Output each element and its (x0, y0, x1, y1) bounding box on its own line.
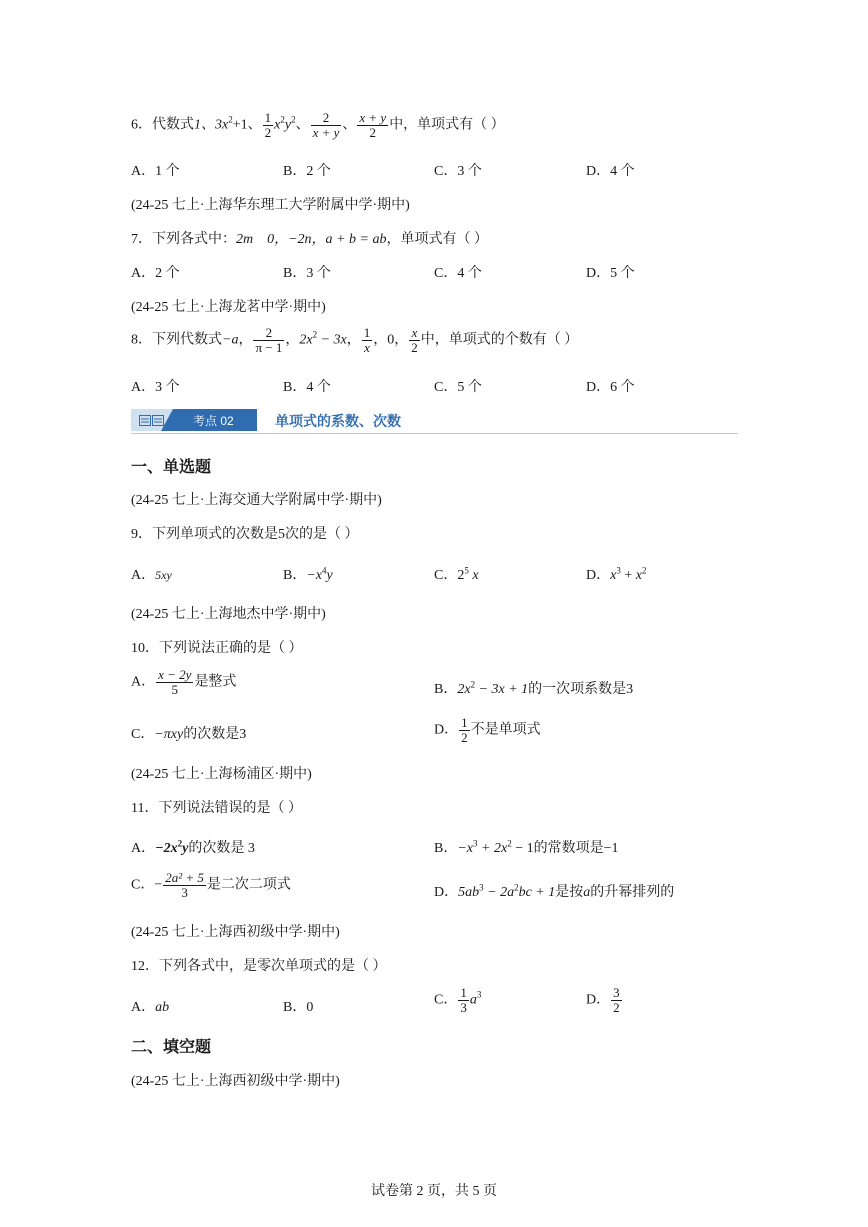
q10-option-a[interactable]: A． $\frac{x - 2y}{5}$ 是整式 (131, 667, 237, 697)
source-q8: (24-25 七上·上海龙茗中学·期中) (131, 300, 326, 315)
q7-option-d[interactable]: D．5 个 (586, 266, 635, 281)
q11-option-b[interactable]: B．$-x^3 + 2x^2 - 1$的常数项是−1 (434, 838, 619, 856)
q10-option-d[interactable]: D． $\frac{1}{2}$ 不是单项式 (434, 715, 541, 745)
source-q13: (24-25 七上·上海西初级中学·期中) (131, 1074, 340, 1089)
q8-e2: 2x (299, 332, 313, 348)
q8-option-c[interactable]: C．5 个 (434, 380, 482, 395)
source-q10: (24-25 七上·上海地杰中学·期中) (131, 607, 326, 622)
source-q9: (24-25 七上·上海交通大学附属中学·期中) (131, 493, 382, 508)
source-q7: (24-25 七上·上海华东理工大学附属中学·期中) (131, 198, 410, 213)
q8-stem: 8．下列代数式 (131, 332, 222, 348)
q12-option-a[interactable]: A．ab (131, 1000, 170, 1015)
question-6: 6．代数式1、$3x^2+1$、 $\frac{1}{2}$ $x^2y^2$、 $\frac{2}{x + y}$ 、 $\frac{x + y}{2}$ 中，单项式有（ ） (131, 110, 505, 140)
q11-option-c[interactable]: C．− $\frac{\text{2a² + 5}}{3}$ 是二次二项式 (131, 870, 291, 900)
q12-option-d[interactable]: D． $\frac{3}{2}$ (586, 985, 620, 1015)
q6-expr-a-tail: +1、 (232, 117, 262, 133)
q6-frac-2: $\frac{2}{x + y}$ (312, 110, 340, 140)
q8-frac-2: $\frac{1}{x}$ (363, 325, 371, 355)
banner-title: 单项式的系数、次数 (275, 415, 401, 430)
source-q11: (24-25 七上·上海杨浦区·期中) (131, 767, 312, 782)
page-footer: 试卷第 2 页，共 5 页 (371, 1184, 497, 1199)
q9-stem: 9．下列单项式的次数是 (131, 527, 278, 542)
question-8: 8．下列代数式−a， $\frac{2}{\pi - 1}$ ，$2x^2 - 3x$， $\frac{1}{x}$ ，0， $\frac{x}{2}$ 中，单项式的个数有（ ） (131, 325, 579, 355)
q9-stem-post: 次的是（ ） (285, 527, 359, 542)
q9-option-a[interactable]: A．5xy (131, 568, 172, 583)
q11-option-d[interactable]: D．$5ab^3 - 2a^2bc + 1$是按a的升幂排列的 (434, 882, 675, 900)
question-7 (131, 228, 488, 248)
book-icon (139, 415, 165, 426)
question-9 (131, 523, 359, 543)
q8-option-b[interactable]: B．4 个 (283, 380, 331, 395)
q9-option-b[interactable]: B．$-x^4y$ (283, 565, 333, 583)
q8-stem-post: 中，单项式的个数有（ ） (420, 332, 579, 348)
q6-option-d[interactable]: D．4 个 (586, 164, 635, 179)
q6-option-a[interactable]: A．1 个 (131, 164, 180, 179)
topic-banner (131, 409, 738, 435)
q8-e2-tail: − 3x (317, 332, 347, 348)
q6-expr-a: 1、3x (194, 117, 229, 133)
q9-option-d[interactable]: D．$x^3 + x^2$ (586, 565, 647, 583)
question-10: 10．下列说法正确的是（ ） (131, 641, 303, 656)
q9-num: 5 (278, 527, 285, 542)
q8-frac-3: $\frac{x}{2}$ (411, 325, 418, 355)
q8-e3: 0 (387, 332, 395, 348)
q10-option-b[interactable]: B．$2x^2 - 3x + 1$的一次项系数是3 (434, 679, 634, 697)
question-12: 12．下列各式中，是零次单项式的是（ ） (131, 959, 387, 974)
q8-frac-1: $\frac{2}{\pi - 1}$ (255, 325, 283, 355)
q8-e1: −a (222, 332, 239, 348)
q6-frac-3: $\frac{x + y}{2}$ (359, 110, 387, 140)
question-11: 11．下列说法错误的是（ ） (131, 801, 302, 816)
q7-option-c[interactable]: C．4 个 (434, 266, 482, 281)
q6-stem: 6．代数式 (131, 117, 194, 133)
q6-sep: 、 (295, 117, 310, 133)
source-q12: (24-25 七上·上海西初级中学·期中) (131, 925, 340, 940)
q6-option-c[interactable]: C．3 个 (434, 164, 482, 179)
q7-stem-post: ，单项式有（ ） (386, 232, 488, 247)
q7-stem: 7．下列各式中： (131, 232, 236, 247)
section-heading-2: 二、填空题 (131, 1039, 212, 1056)
q12-option-c[interactable]: C． $\frac{1}{3}$ $a^3$ (434, 985, 482, 1015)
section-heading-1: 一、单选题 (131, 459, 212, 476)
q6-frac-half: $\frac{1}{2}$ (264, 110, 272, 140)
q6-option-b[interactable]: B．2 个 (283, 164, 331, 179)
q7-option-b[interactable]: B．3 个 (283, 266, 331, 281)
q12-option-b[interactable]: B．0 (283, 1000, 314, 1015)
q8-option-d[interactable]: D．6 个 (586, 380, 635, 395)
q7-expr: 2m 0，−2n，a + b = ab (236, 232, 387, 247)
q11-option-a[interactable]: A．$-2x^2y$的次数是 3 (131, 838, 255, 856)
q8-option-a[interactable]: A．3 个 (131, 380, 180, 395)
q7-option-a[interactable]: A．2 个 (131, 266, 180, 281)
q10-option-c[interactable]: C．−πxy的次数是3 (131, 727, 247, 742)
banner-tab-label: 考点 02 (193, 414, 234, 428)
q9-option-c[interactable]: C．$2^5$ x (434, 565, 479, 583)
banner-divider (131, 433, 738, 434)
q6-stem-post: 中，单项式有（ ） (389, 117, 505, 133)
